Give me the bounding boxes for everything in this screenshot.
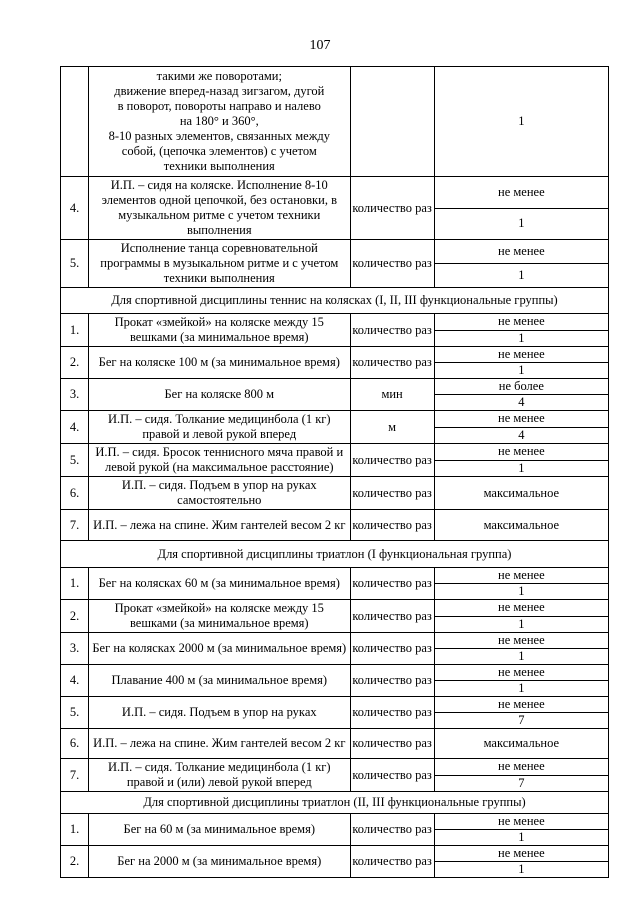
condition-cell: не менее	[434, 697, 608, 713]
value-cell: 1	[434, 681, 608, 697]
unit-cell: количество раз	[350, 729, 434, 759]
condition-cell: не менее	[434, 444, 608, 461]
value-cell: 1	[434, 460, 608, 477]
exercise-name-cell: Прокат «змейкой» на коляске между 15 вешками (за минимальное время)	[89, 600, 350, 633]
unit-cell: количество раз	[350, 600, 434, 633]
value-cell: максимальное	[434, 510, 608, 541]
row-number-cell: 1.	[61, 814, 89, 846]
row-number-cell: 3.	[61, 379, 89, 411]
exercise-name-cell: Бег на 60 м (за минимальное время)	[89, 814, 350, 846]
row-number-cell	[61, 67, 89, 177]
row-number-cell: 2.	[61, 347, 89, 379]
row-number-cell: 4.	[61, 665, 89, 697]
row-number-cell: 5.	[61, 240, 89, 288]
table-row	[61, 67, 609, 177]
row-number-cell: 2.	[61, 600, 89, 633]
table-row	[61, 759, 609, 776]
value-cell: 1	[434, 862, 608, 878]
exercise-name-cell: такими же поворотами; движение вперед-назад зигзагом, дугой в поворот, повороты направо и налево на 180° и 360°, 8-10 разных элементов, связанных между собой, (цепочка элементов) с учетом техники выполнения	[89, 67, 350, 177]
exercise-name-cell: И.П. – сидя. Бросок теннисного мяча правой и левой рукой (на максимальное расстояние)	[89, 444, 350, 477]
exercise-name-cell: Исполнение танца соревновательной программы в музыкальном ритме и с учетом техники выполнения	[89, 240, 350, 288]
value-cell: 1	[434, 830, 608, 846]
table-row	[61, 814, 609, 830]
unit-cell: количество раз	[350, 477, 434, 510]
condition-cell: не менее	[434, 846, 608, 862]
section-header-row	[61, 541, 609, 568]
value-cell: 1	[434, 67, 608, 177]
unit-cell	[350, 67, 434, 177]
condition-cell: не менее	[434, 568, 608, 584]
section-header-row	[61, 792, 609, 814]
row-number-cell: 3.	[61, 633, 89, 665]
exercise-name-cell: Бег на коляске 100 м (за минимальное время)	[89, 347, 350, 379]
row-number-cell: 4.	[61, 411, 89, 444]
exercise-name-cell: И.П. – лежа на спине. Жим гантелей весом 2 кг	[89, 729, 350, 759]
unit-cell: количество раз	[350, 177, 434, 240]
unit-cell: количество раз	[350, 347, 434, 379]
exercise-name-cell: Бег на 2000 м (за минимальное время)	[89, 846, 350, 878]
exercise-name-cell: Бег на коляске 800 м	[89, 379, 350, 411]
unit-cell: количество раз	[350, 568, 434, 600]
unit-cell: м	[350, 411, 434, 444]
row-number-cell: 4.	[61, 177, 89, 240]
exercise-name-cell: Плавание 400 м (за минимальное время)	[89, 665, 350, 697]
table-row	[61, 729, 609, 759]
exercise-name-cell: Бег на колясках 60 м (за минимальное время)	[89, 568, 350, 600]
exercise-name-cell: И.П. – сидя на коляске. Исполнение 8-10 элементов одной цепочкой, без остановки, в музыкальном ритме с учетом техники выполнения	[89, 177, 350, 240]
table-row	[61, 477, 609, 510]
value-cell: 1	[434, 264, 608, 288]
unit-cell: количество раз	[350, 510, 434, 541]
condition-cell: не менее	[434, 411, 608, 428]
unit-cell: количество раз	[350, 240, 434, 288]
exercise-name-cell: И.П. – лежа на спине. Жим гантелей весом 2 кг	[89, 510, 350, 541]
value-cell: 4	[434, 395, 608, 411]
condition-cell: не менее	[434, 314, 608, 331]
exercise-name-cell: И.П. – сидя. Подъем в упор на руках	[89, 697, 350, 729]
row-number-cell: 6.	[61, 477, 89, 510]
value-cell: 1	[434, 363, 608, 379]
value-cell: 7	[434, 713, 608, 729]
condition-cell: не менее	[434, 665, 608, 681]
value-cell: 7	[434, 775, 608, 792]
table-row	[61, 177, 609, 209]
exercise-name-cell: Прокат «змейкой» на коляске между 15 вешками (за минимальное время)	[89, 314, 350, 347]
value-cell: 4	[434, 427, 608, 444]
table-row	[61, 444, 609, 461]
condition-cell: не менее	[434, 600, 608, 617]
page-number: 107	[309, 38, 331, 53]
exercise-name-cell: И.П. – сидя. Толкание медицинбола (1 кг) правой и (или) левой рукой вперед	[89, 759, 350, 792]
value-cell: 1	[434, 584, 608, 600]
condition-cell: не менее	[434, 814, 608, 830]
unit-cell: количество раз	[350, 633, 434, 665]
table-row	[61, 510, 609, 541]
table-row	[61, 633, 609, 649]
row-number-cell: 2.	[61, 846, 89, 878]
section-title: Для спортивной дисциплины триатлон (II, III функциональные группы)	[61, 792, 609, 814]
value-cell: максимальное	[434, 477, 608, 510]
section-title: Для спортивной дисциплины триатлон (I функциональная группа)	[61, 541, 609, 568]
exercise-name-cell: И.П. – сидя. Толкание медицинбола (1 кг) правой и левой рукой вперед	[89, 411, 350, 444]
condition-cell: не менее	[434, 240, 608, 264]
value-cell: 1	[434, 616, 608, 633]
table-row	[61, 379, 609, 395]
exercise-name-cell: И.П. – сидя. Подъем в упор на руках самостоятельно	[89, 477, 350, 510]
table-row	[61, 665, 609, 681]
row-number-cell: 5.	[61, 444, 89, 477]
row-number-cell: 1.	[61, 314, 89, 347]
value-cell: 1	[434, 330, 608, 347]
row-number-cell: 1.	[61, 568, 89, 600]
condition-cell: не менее	[434, 347, 608, 363]
row-number-cell: 7.	[61, 510, 89, 541]
table-row	[61, 347, 609, 363]
unit-cell: количество раз	[350, 665, 434, 697]
row-number-cell: 7.	[61, 759, 89, 792]
unit-cell: количество раз	[350, 444, 434, 477]
table-row	[61, 240, 609, 264]
table-row	[61, 411, 609, 428]
unit-cell: количество раз	[350, 759, 434, 792]
table-row	[61, 568, 609, 584]
unit-cell: количество раз	[350, 846, 434, 878]
unit-cell: мин	[350, 379, 434, 411]
value-cell: 1	[434, 208, 608, 240]
section-header-row	[61, 288, 609, 314]
condition-cell: не более	[434, 379, 608, 395]
unit-cell: количество раз	[350, 697, 434, 729]
exercise-name-cell: Бег на колясках 2000 м (за минимальное время)	[89, 633, 350, 665]
condition-cell: не менее	[434, 759, 608, 776]
row-number-cell: 5.	[61, 697, 89, 729]
unit-cell: количество раз	[350, 314, 434, 347]
value-cell: 1	[434, 649, 608, 665]
condition-cell: не менее	[434, 177, 608, 209]
row-number-cell: 6.	[61, 729, 89, 759]
table-row	[61, 697, 609, 713]
condition-cell: не менее	[434, 633, 608, 649]
standards-table	[60, 66, 609, 878]
table-row	[61, 314, 609, 331]
table-row	[61, 846, 609, 862]
table-row	[61, 600, 609, 617]
unit-cell: количество раз	[350, 814, 434, 846]
value-cell: максимальное	[434, 729, 608, 759]
section-title: Для спортивной дисциплины теннис на колясках (I, II, III функциональные группы)	[61, 288, 609, 314]
